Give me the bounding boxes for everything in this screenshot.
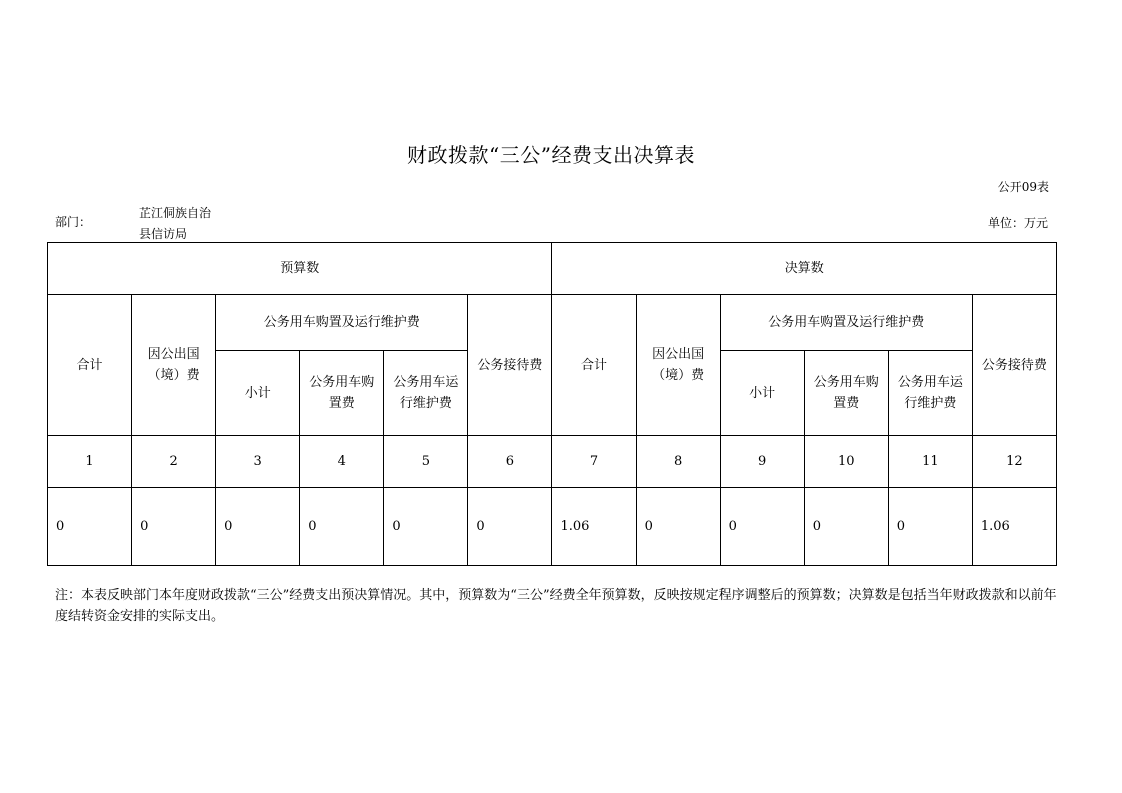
value-cell: 0 bbox=[720, 488, 804, 566]
table-header-row bbox=[48, 243, 1057, 295]
final-reception-header: 公务接待费 bbox=[972, 295, 1056, 436]
value-cell: 0 bbox=[48, 488, 132, 566]
value-cell: 0 bbox=[216, 488, 300, 566]
budget-subtotal-header: 小计 bbox=[216, 351, 300, 436]
value-cell: 1.06 bbox=[972, 488, 1056, 566]
table-subheader-row bbox=[48, 295, 1057, 351]
budget-header: 预算数 bbox=[48, 243, 552, 295]
budget-vehicle-purchase-header: 公务用车购置费 bbox=[300, 351, 384, 436]
final-abroad-header: 因公出国（境）费 bbox=[636, 295, 720, 436]
value-cell: 0 bbox=[468, 488, 552, 566]
budget-vehicle-operation-header: 公务用车运行维护费 bbox=[384, 351, 468, 436]
column-number: 9 bbox=[720, 436, 804, 488]
budget-vehicle-group-header: 公务用车购置及运行维护费 bbox=[216, 295, 468, 351]
final-vehicle-operation-header: 公务用车运行维护费 bbox=[888, 351, 972, 436]
value-cell: 1.06 bbox=[552, 488, 636, 566]
column-number: 4 bbox=[300, 436, 384, 488]
value-cell: 0 bbox=[300, 488, 384, 566]
budget-reception-header: 公务接待费 bbox=[468, 295, 552, 436]
value-cell: 0 bbox=[636, 488, 720, 566]
department-name: 芷江侗族自治县信访局 bbox=[139, 206, 212, 241]
column-number: 6 bbox=[468, 436, 552, 488]
unit-label: 单位：万元 bbox=[987, 216, 1048, 230]
column-number: 12 bbox=[972, 436, 1056, 488]
value-cell: 0 bbox=[384, 488, 468, 566]
budget-total-header: 合计 bbox=[48, 295, 132, 436]
final-vehicle-purchase-header: 公务用车购置费 bbox=[804, 351, 888, 436]
column-number: 11 bbox=[888, 436, 972, 488]
column-number: 2 bbox=[132, 436, 216, 488]
column-number: 7 bbox=[552, 436, 636, 488]
page-title: 财政拨款“三公”经费支出决算表 bbox=[407, 143, 695, 167]
final-total-header: 合计 bbox=[552, 295, 636, 436]
value-cell: 0 bbox=[132, 488, 216, 566]
three-public-expenses-table bbox=[47, 242, 1057, 566]
budget-abroad-header: 因公出国（境）费 bbox=[132, 295, 216, 436]
column-number: 5 bbox=[384, 436, 468, 488]
column-number: 3 bbox=[216, 436, 300, 488]
column-number-row bbox=[48, 436, 1057, 488]
value-cell: 0 bbox=[888, 488, 972, 566]
value-cell: 0 bbox=[804, 488, 888, 566]
table-row bbox=[48, 488, 1057, 566]
final-vehicle-group-header: 公务用车购置及运行维护费 bbox=[720, 295, 972, 351]
column-number: 8 bbox=[636, 436, 720, 488]
column-number: 1 bbox=[48, 436, 132, 488]
table-note: 注：本表反映部门本年度财政拨款“三公”经费支出预决算情况。其中，预算数为“三公”经费全年预算数，反映按规定程序调整后的预算数；决算数是包括当年财政拨款和以前年度结转资金安排的实际支出。 bbox=[55, 588, 1057, 624]
column-number: 10 bbox=[804, 436, 888, 488]
final-header: 决算数 bbox=[552, 243, 1057, 295]
form-code: 公开09表 bbox=[997, 180, 1049, 194]
department-label: 部门： bbox=[55, 215, 92, 229]
final-subtotal-header: 小计 bbox=[720, 351, 804, 436]
